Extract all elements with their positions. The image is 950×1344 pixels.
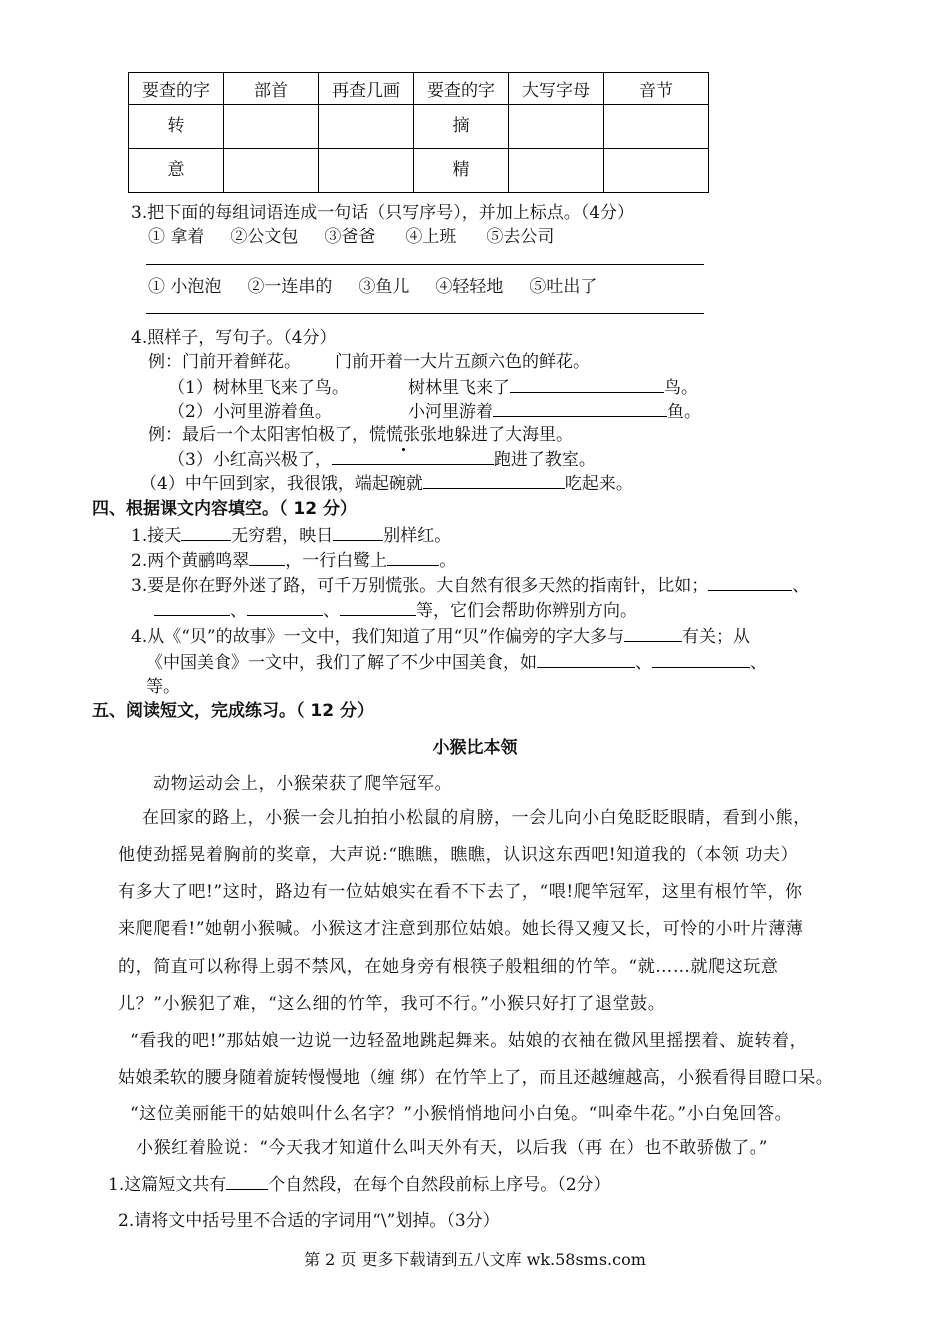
table-header-row [129, 73, 709, 105]
story-line: 儿？”小猴犯了难，“这么细的竹竿，我可不行。”小猴只好打了退堂鼓。 [118, 994, 666, 1014]
fill-text: 、 [750, 653, 767, 673]
table-cell: 精 [414, 149, 509, 193]
item-text: 吃起来。 [564, 474, 633, 494]
item-text: 鸟。 [664, 378, 698, 398]
item-text: 树林里飞来了 [408, 378, 510, 398]
fill-text: 《中国美食》一文中，我们了解了不少中国美食，如 [146, 653, 537, 673]
example-text: 例：最后一个太阳害怕极了， [148, 425, 369, 445]
table-header-cell: 音节 [604, 73, 709, 105]
table-answer-cell[interactable] [319, 105, 414, 149]
answer-blank[interactable] [154, 600, 230, 616]
fill-text: 3.要是你在野外迷了路，可千万别慌张。大自然有很多天然的指南针，比如； [131, 576, 709, 596]
answer-blank[interactable] [249, 550, 285, 566]
answer-blank[interactable] [708, 575, 792, 591]
story-line: “这位美丽能干的姑娘叫什么名字？”小猴悄悄地问小白兔。“叫牵牛花。”小白兔回答。 [130, 1104, 793, 1124]
word-group-1 [148, 222, 554, 247]
story-line: 在回家的路上，小猴一会儿拍拍小松鼠的肩膀，一会儿向小白兔眨眨眼睛，看到小熊， [142, 808, 811, 828]
answer-blank[interactable] [493, 401, 667, 417]
story-title: 小猴比本领 [432, 738, 518, 758]
table-answer-cell[interactable] [509, 105, 604, 149]
table-cell: 转 [129, 105, 224, 149]
fill-line-2 [131, 546, 456, 571]
story-line: 有多大了吧!”这时，路边有一位姑娘实在看不下去了，“喂!爬竿冠军，这里有根竹竿，你 [118, 882, 803, 902]
word-option: ②一连串的 [247, 277, 333, 297]
fill-text: 4.从《“贝”的故事》一文中，我们知道了用“贝”作偏旁的字大多与 [131, 627, 624, 647]
fill-text: 无穷碧，映日 [231, 526, 334, 546]
fill-line-5 [131, 622, 750, 647]
word-option: ⑤吐出了 [529, 277, 598, 297]
fill-text: 、 [792, 576, 810, 596]
fill-text: 。 [439, 551, 457, 571]
word-group-2 [148, 272, 597, 297]
table-header-cell: 要查的字 [414, 73, 509, 105]
table-answer-cell[interactable] [319, 149, 414, 193]
example-text: 地躲进了大海里。 [437, 425, 573, 445]
table-answer-cell[interactable] [509, 149, 604, 193]
answer-blank[interactable] [624, 626, 682, 642]
example-text: 例：门前开着鲜花。 [148, 352, 301, 372]
table-answer-cell[interactable] [224, 149, 319, 193]
word-option: ① 小泡泡 [148, 277, 222, 297]
question-3-title: 3.把下面的每组词语连成一句话（只写序号），并加上标点。（4分） [131, 203, 635, 223]
item-text: （4）中午回到家，我很饿，端起碗就 [140, 474, 423, 494]
item-4 [140, 469, 633, 494]
table-header-cell: 大写字母 [509, 73, 604, 105]
story-line: 小猴红着脸说：“今天我才知道什么叫天外有天，以后我（再 在）也不敢骄傲了。” [136, 1138, 769, 1158]
answer-blank[interactable] [181, 525, 231, 541]
fill-line-7: 等。 [146, 677, 180, 697]
word-option: ④轻轻地 [435, 277, 504, 297]
section-5-title: 五、阅读短文，完成练习。（ 12 分） [92, 701, 374, 721]
table-answer-cell[interactable] [604, 105, 709, 149]
fill-text: 1.接天 [131, 526, 182, 546]
word-option: ④上班 [405, 227, 457, 247]
item-2-answer [408, 397, 701, 422]
answer-blank[interactable] [333, 525, 383, 541]
fill-text: 有关；从 [681, 627, 750, 647]
table-row [129, 149, 709, 193]
word-option: ① 拿着 [148, 227, 205, 247]
item-2-prompt: （2）小河里游着鱼。 [168, 402, 332, 422]
fill-text: 等，它们会帮助你辨别方向。 [416, 601, 637, 621]
fill-text: 、 [230, 601, 247, 621]
answer-blank[interactable] [247, 600, 323, 616]
table-answer-cell[interactable] [224, 105, 319, 149]
table-cell: 摘 [414, 105, 509, 149]
answer-blank[interactable] [510, 377, 664, 393]
answer-blank[interactable] [387, 550, 439, 566]
question-text: 1.这篇短文共有 [108, 1175, 227, 1195]
item-text: 鱼。 [667, 402, 701, 422]
story-line: “看我的吧!”那姑娘一边说一边轻盈地跳起舞来。姑娘的衣袖在微风里摇摆着、旋转着， [130, 1031, 808, 1051]
table-header-cell: 部首 [224, 73, 319, 105]
table-header-cell: 再查几画 [319, 73, 414, 105]
story-line: 来爬爬看!”她朝小猴喊。小猴这才注意到那位姑娘。她长得又瘦又长，可怜的小叶片薄薄 [118, 919, 804, 939]
item-3 [168, 445, 596, 470]
question-4-title: 4.照样子，写句子。（4分） [131, 328, 337, 348]
question-text: 个自然段，在每个自然段前标上序号。（2分） [268, 1175, 611, 1195]
word-option: ②公文包 [230, 227, 299, 247]
item-text: 跑进了教室。 [493, 450, 596, 470]
word-option: ③爸爸 [324, 227, 376, 247]
answer-blank[interactable] [332, 449, 494, 465]
fill-text: 2.两个黄鹂鸣翠 [131, 551, 250, 571]
emphasis-dotted-text: 慌慌张张 [369, 425, 437, 445]
section-4-title: 四、根据课文内容填空。（ 12 分） [92, 499, 357, 519]
answer-blank[interactable] [537, 652, 635, 668]
item-text: （3）小红高兴极了， [168, 450, 332, 470]
word-option: ⑤去公司 [486, 227, 555, 247]
item-text: 小河里游着 [408, 402, 493, 422]
table-header-cell: 要查的字 [129, 73, 224, 105]
fill-text: 别样红。 [383, 526, 452, 546]
table-answer-cell[interactable] [604, 149, 709, 193]
page-footer: 第 2 页 更多下载请到五八文库 wk.58sms.com [304, 1250, 646, 1269]
fill-text: 、 [323, 601, 340, 621]
table-cell: 意 [129, 149, 224, 193]
item-1-prompt: （1）树林里飞来了鸟。 [168, 378, 349, 398]
story-line: 动物运动会上，小猴荣获了爬竿冠军。 [153, 774, 453, 794]
example-1 [148, 347, 590, 372]
fill-line-1 [131, 521, 451, 546]
fill-line-6 [146, 648, 767, 673]
answer-line[interactable] [146, 313, 704, 314]
example-text: 门前开着一大片五颜六色的鲜花。 [335, 352, 590, 372]
answer-blank[interactable] [423, 473, 565, 489]
story-line: 他使劲摇晃着胸前的奖章，大声说:“瞧瞧，瞧瞧，认识这东西吧!知道我的（本领 功夫） [118, 845, 799, 865]
example-2 [148, 420, 573, 445]
table-row [129, 105, 709, 149]
item-1-answer [408, 373, 698, 398]
answer-blank[interactable] [652, 652, 750, 668]
fill-line-4 [154, 596, 637, 621]
fill-text: 、 [635, 653, 652, 673]
story-line: 的，简直可以称得上弱不禁风，在她身旁有根筷子般粗细的竹竿。“就……就爬这玩意 [118, 957, 779, 977]
fill-text: ，一行白鹭上 [285, 551, 388, 571]
story-line: 姑娘柔软的腰身随着旋转慢慢地（缠 绑）在竹竿上了，而且还越缠越高，小猴看得目瞪口呆。 [118, 1068, 834, 1088]
dictionary-lookup-table [128, 72, 709, 193]
word-option: ③鱼儿 [358, 277, 410, 297]
answer-line[interactable] [146, 264, 704, 265]
reading-question-1 [108, 1170, 611, 1195]
fill-line-3 [131, 571, 809, 596]
reading-question-2: 2.请将文中括号里不合适的字词用“\”划掉。（3分） [118, 1211, 500, 1231]
answer-blank[interactable] [340, 600, 416, 616]
answer-blank[interactable] [226, 1174, 268, 1190]
